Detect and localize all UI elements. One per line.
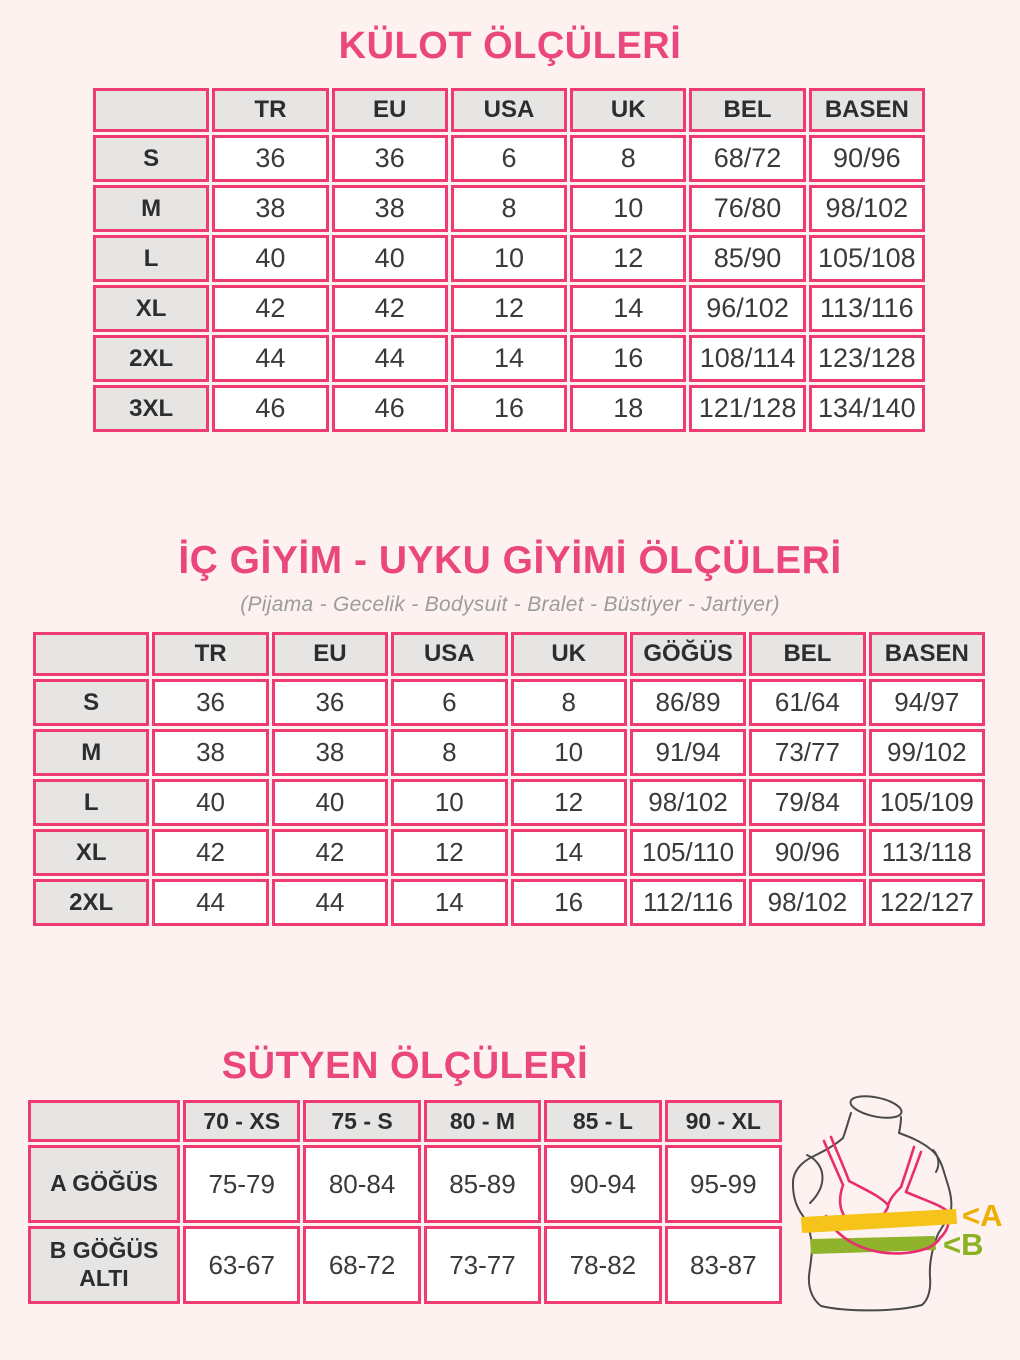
data-cell: 108/114 <box>689 335 805 382</box>
data-cell: 63-67 <box>183 1226 300 1304</box>
data-cell: 14 <box>511 829 627 876</box>
column-header-cell: UK <box>511 632 627 676</box>
data-cell: 123/128 <box>809 335 925 382</box>
column-header-cell: BEL <box>749 632 865 676</box>
data-cell: 12 <box>391 829 507 876</box>
data-cell: 46 <box>332 385 448 432</box>
ic-giyim-section-subtitle: (Pijama - Gecelik - Bodysuit - Bralet - Büstiyer - Jartiyer) <box>240 593 780 616</box>
data-cell: 91/94 <box>630 729 746 776</box>
underbust-measure-label-b: <B <box>943 1227 984 1262</box>
data-cell: 36 <box>152 679 268 726</box>
table-row <box>93 335 925 382</box>
data-cell: 8 <box>451 185 567 232</box>
table-row <box>33 879 985 926</box>
data-cell: 90-94 <box>544 1145 661 1223</box>
data-cell: 90/96 <box>749 829 865 876</box>
data-cell: 40 <box>332 235 448 282</box>
data-cell: 8 <box>391 729 507 776</box>
data-cell: 10 <box>451 235 567 282</box>
header-row <box>28 1100 782 1142</box>
corner-cell <box>28 1100 180 1142</box>
bra-outline <box>824 1137 949 1253</box>
row-label-cell: 2XL <box>93 335 209 382</box>
data-cell: 98/102 <box>749 879 865 926</box>
column-header-cell: 70 - XS <box>183 1100 300 1142</box>
data-cell: 36 <box>272 679 388 726</box>
data-cell: 16 <box>511 879 627 926</box>
data-cell: 105/108 <box>809 235 925 282</box>
ic-giyim-size-table <box>30 629 988 929</box>
data-cell: 8 <box>511 679 627 726</box>
column-header-cell: USA <box>451 88 567 132</box>
row-label-cell: A GÖĞÜS <box>28 1145 180 1223</box>
data-cell: 94/97 <box>869 679 985 726</box>
kulot-size-table <box>90 85 928 435</box>
table-row <box>33 729 985 776</box>
data-cell: 14 <box>391 879 507 926</box>
data-cell: 38 <box>152 729 268 776</box>
data-cell: 105/109 <box>869 779 985 826</box>
data-cell: 122/127 <box>869 879 985 926</box>
data-cell: 78-82 <box>544 1226 661 1304</box>
data-cell: 42 <box>152 829 268 876</box>
column-header-cell: EU <box>332 88 448 132</box>
table-row <box>93 185 925 232</box>
data-cell: 73-77 <box>424 1226 541 1304</box>
row-label-cell: M <box>33 729 149 776</box>
data-cell: 12 <box>451 285 567 332</box>
data-cell: 80-84 <box>303 1145 420 1223</box>
corner-cell <box>93 88 209 132</box>
data-cell: 18 <box>570 385 686 432</box>
column-header-cell: BASEN <box>809 88 925 132</box>
data-cell: 61/64 <box>749 679 865 726</box>
data-cell: 38 <box>272 729 388 776</box>
data-cell: 44 <box>272 879 388 926</box>
data-cell: 96/102 <box>689 285 805 332</box>
data-cell: 98/102 <box>809 185 925 232</box>
data-cell: 42 <box>272 829 388 876</box>
data-cell: 42 <box>332 285 448 332</box>
data-cell: 10 <box>391 779 507 826</box>
data-cell: 68/72 <box>689 135 805 182</box>
column-header-cell: GÖĞÜS <box>630 632 746 676</box>
data-cell: 14 <box>570 285 686 332</box>
ic-giyim-section-title: İÇ GİYİM - UYKU GİYİMİ ÖLÇÜLERİ <box>178 539 842 582</box>
data-cell: 44 <box>332 335 448 382</box>
column-header-cell: USA <box>391 632 507 676</box>
data-cell: 10 <box>570 185 686 232</box>
data-cell: 46 <box>212 385 328 432</box>
row-label-cell: S <box>93 135 209 182</box>
data-cell: 38 <box>332 185 448 232</box>
data-cell: 44 <box>152 879 268 926</box>
data-cell: 36 <box>332 135 448 182</box>
row-label-cell: 3XL <box>93 385 209 432</box>
data-cell: 113/116 <box>809 285 925 332</box>
table-row <box>33 679 985 726</box>
table-row <box>93 235 925 282</box>
table-row <box>93 285 925 332</box>
column-header-cell: TR <box>152 632 268 676</box>
row-label-cell: XL <box>93 285 209 332</box>
header-row <box>33 632 985 676</box>
data-cell: 73/77 <box>749 729 865 776</box>
kulot-section-title: KÜLOT ÖLÇÜLERİ <box>338 25 682 67</box>
data-cell: 10 <box>511 729 627 776</box>
column-header-cell: 90 - XL <box>665 1100 782 1142</box>
data-cell: 86/89 <box>630 679 746 726</box>
data-cell: 40 <box>212 235 328 282</box>
row-label-cell: B GÖĞÜS ALTI <box>28 1226 180 1304</box>
column-header-cell: 75 - S <box>303 1100 420 1142</box>
column-header-cell: 85 - L <box>544 1100 661 1142</box>
data-cell: 36 <box>212 135 328 182</box>
data-cell: 99/102 <box>869 729 985 776</box>
data-cell: 40 <box>152 779 268 826</box>
column-header-cell: TR <box>212 88 328 132</box>
data-cell: 76/80 <box>689 185 805 232</box>
row-label-cell: L <box>93 235 209 282</box>
data-cell: 68-72 <box>303 1226 420 1304</box>
data-cell: 105/110 <box>630 829 746 876</box>
data-cell: 12 <box>511 779 627 826</box>
bust-measure-label-a: <A <box>962 1198 1003 1233</box>
data-cell: 42 <box>212 285 328 332</box>
data-cell: 98/102 <box>630 779 746 826</box>
data-cell: 112/116 <box>630 879 746 926</box>
data-cell: 113/118 <box>869 829 985 876</box>
row-label-cell: M <box>93 185 209 232</box>
data-cell: 75-79 <box>183 1145 300 1223</box>
table-row <box>28 1226 782 1304</box>
table-row <box>33 779 985 826</box>
row-label-cell: XL <box>33 829 149 876</box>
table-row <box>93 135 925 182</box>
column-header-cell: EU <box>272 632 388 676</box>
data-cell: 8 <box>570 135 686 182</box>
table-row <box>28 1145 782 1223</box>
data-cell: 44 <box>212 335 328 382</box>
row-label-cell: 2XL <box>33 879 149 926</box>
column-header-cell: UK <box>570 88 686 132</box>
data-cell: 90/96 <box>809 135 925 182</box>
data-cell: 134/140 <box>809 385 925 432</box>
column-header-cell: 80 - M <box>424 1100 541 1142</box>
data-cell: 121/128 <box>689 385 805 432</box>
data-cell: 79/84 <box>749 779 865 826</box>
data-cell: 6 <box>451 135 567 182</box>
row-label-cell: S <box>33 679 149 726</box>
column-header-cell: BEL <box>689 88 805 132</box>
data-cell: 14 <box>451 335 567 382</box>
table-row <box>33 829 985 876</box>
data-cell: 85-89 <box>424 1145 541 1223</box>
data-cell: 40 <box>272 779 388 826</box>
row-label-cell: L <box>33 779 149 826</box>
header-row <box>93 88 925 132</box>
column-header-cell: BASEN <box>869 632 985 676</box>
sutyen-section-title: SÜTYEN ÖLÇÜLERİ <box>221 1045 589 1087</box>
data-cell: 83-87 <box>665 1226 782 1304</box>
bust-measure-band <box>802 1210 956 1232</box>
bra-measurement-diagram <box>788 1086 1016 1358</box>
data-cell: 95-99 <box>665 1145 782 1223</box>
data-cell: 6 <box>391 679 507 726</box>
data-cell: 16 <box>570 335 686 382</box>
corner-cell <box>33 632 149 676</box>
table-row <box>93 385 925 432</box>
sutyen-size-table <box>25 1097 785 1307</box>
data-cell: 38 <box>212 185 328 232</box>
data-cell: 16 <box>451 385 567 432</box>
data-cell: 12 <box>570 235 686 282</box>
data-cell: 85/90 <box>689 235 805 282</box>
